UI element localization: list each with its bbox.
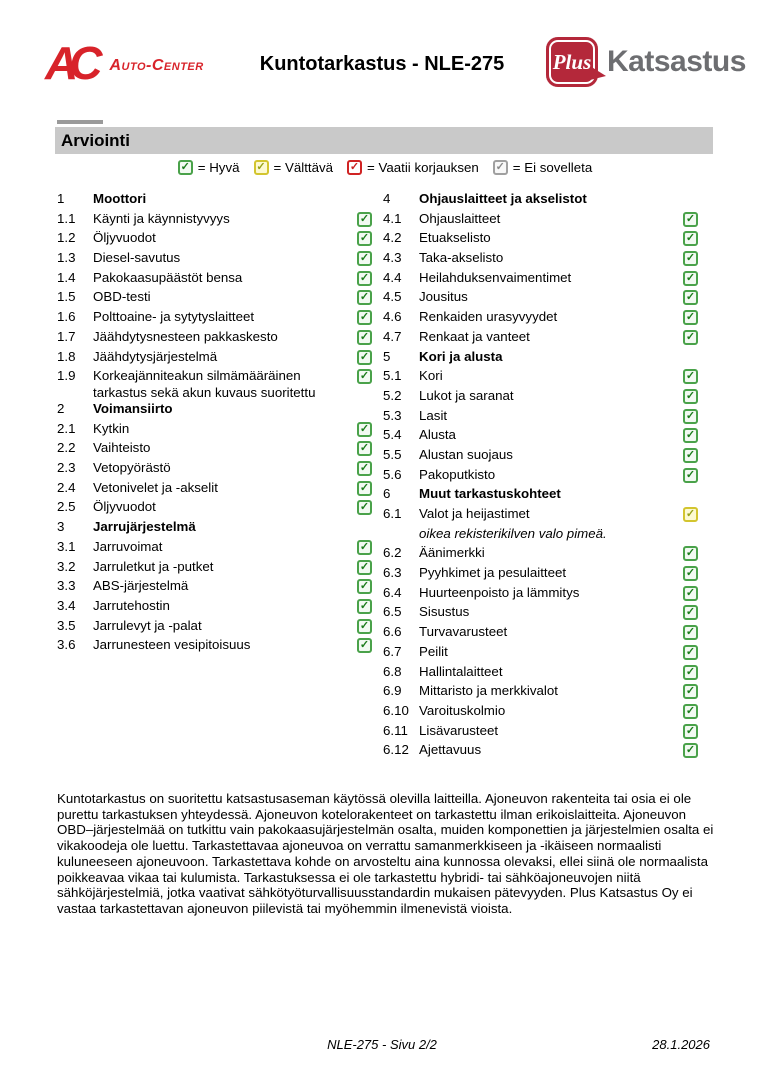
item-label: Moottori [93, 191, 147, 206]
item-label: Alusta [419, 427, 456, 443]
status-good-check-icon: ✓ [683, 468, 698, 483]
item-label: OBD-testi [93, 289, 151, 305]
item-number: 1.5 [57, 289, 76, 305]
item-number: 2.5 [57, 499, 76, 515]
item-number: 6.12 [383, 742, 409, 758]
item-number: 1.4 [57, 269, 76, 285]
item-number: 5.3 [383, 407, 402, 423]
item-number: 2.2 [57, 440, 76, 456]
item-number: 5.5 [383, 446, 402, 462]
item-label: Jousitus [419, 289, 468, 305]
item-label: Etuakselisto [419, 230, 491, 246]
status-good-check-icon: ✓ [683, 369, 698, 384]
legend-item-fair [254, 160, 334, 175]
item-number: 3.5 [57, 617, 76, 633]
section-divider-notch [57, 120, 103, 124]
checklist-row [57, 211, 372, 231]
auto-center-logo-text: Auto-Center [109, 57, 204, 74]
item-number: 6.7 [383, 643, 402, 659]
checklist-row [383, 427, 698, 447]
checklist-row [57, 480, 372, 500]
status-good-check-icon: ✓ [683, 251, 698, 266]
checklist-row [57, 578, 372, 598]
status-fair-check-icon: ✓ [254, 160, 269, 175]
item-label: Muut tarkastuskohteet [419, 486, 561, 502]
status-good-check-icon: ✓ [683, 231, 698, 246]
disclaimer-text: Kuntotarkastus on suoritettu katsastusaseman käytössä olevilla laitteilla. Ajoneuvon rakenteita tai osia ei ole purettu tarkastuksen yhteydessä. Ajoneuvon kotelorakenteet on tarkastettu ilman erikoislaitteita. Ajoneuvon OBD–järjestelmää on tutkittu vain pakokaasujärjestelmän osalta, muiden komponettien ja järjestelmien osalta ei vikakoodeja ole luettu. Tarkastettavaa ajoneuvoa on verrattu samanmerkkiseen ja -ikäiseen normaalisti kuluneeseen ajoneuvoon. Tarkastettava kohde on arvosteltu aina kunnossa olevaksi, ellei siinä ole normaalista poikkeavaa vikaa tai kulumista. Tarkastuksessa ei ole tarkastettu hybridi- tai sähköajoneuvojen niitä sähköjärjestelmiä, jotka vaativat sähkötyöturvallisuusstandardin mukaisen pätevyyden. Plus Katsastus Oy ei vastaa tarkastettavan ajoneuvon piilevistä tai myöhemmin ilmenevistä vioista. [57, 791, 714, 916]
item-label: Huurteenpoisto ja lämmitys [419, 584, 580, 600]
item-number: 5.2 [383, 387, 402, 403]
status-fair-check-icon: ✓ [683, 507, 698, 522]
item-label: Ohjauslaitteet [419, 210, 501, 226]
item-label: Korkeajänniteakun silmämääräinen tarkastus sekä akun kuvaus suoritettu [93, 368, 316, 400]
status-good-check-icon: ✓ [357, 422, 372, 437]
item-label: Öljyvuodot [93, 499, 156, 515]
section-title: Arviointi [61, 130, 130, 150]
checklist-row [57, 440, 372, 460]
footer-date: 28.1.2026 [652, 1037, 710, 1052]
item-label: Alustan suojaus [419, 446, 513, 462]
item-number: 4.1 [383, 210, 402, 226]
item-number: 4.6 [383, 309, 402, 325]
item-label: Jäähdytysjärjestelmä [93, 348, 218, 364]
item-label: Lukot ja saranat [419, 387, 514, 403]
checklist-row [383, 585, 698, 605]
item-number: 3.6 [57, 637, 76, 653]
legend-label: = Hyvä [197, 160, 240, 175]
status-good-check-icon: ✓ [357, 540, 372, 555]
item-number: 6.3 [383, 565, 402, 581]
status-good-check-icon: ✓ [357, 481, 372, 496]
status-good-check-icon: ✓ [683, 566, 698, 581]
item-number: 2.3 [57, 460, 76, 476]
item-number: 6.1 [383, 506, 402, 521]
checklist-row [57, 368, 372, 401]
section-header-row [383, 191, 698, 211]
status-na-check-icon: ✓ [493, 160, 508, 175]
item-label: Jarrunesteen vesipitoisuus [93, 637, 251, 653]
item-label: Heilahduksenvaimentimet [419, 269, 572, 285]
status-good-check-icon: ✓ [683, 704, 698, 719]
plus-katsastus-logo [546, 37, 746, 87]
checklist-row [383, 683, 698, 703]
item-label: Vetopyörästö [93, 460, 171, 476]
status-good-check-icon: ✓ [357, 290, 372, 305]
item-number: 4.7 [383, 328, 402, 344]
checklist-row [383, 506, 698, 526]
section-header-row [57, 191, 372, 211]
checklist-row [383, 270, 698, 290]
item-label: Hallintalaitteet [419, 663, 503, 679]
legend-item-repair [347, 160, 479, 175]
section-header-row [57, 401, 372, 421]
legend-item-good [178, 160, 240, 175]
checklist-row [57, 270, 372, 290]
item-number: 3.4 [57, 597, 76, 613]
katsastus-logo-text: Katsastus [607, 45, 746, 78]
item-number: 1.3 [57, 250, 76, 266]
item-number: 6.4 [383, 584, 402, 600]
item-label: Kytkin [93, 420, 130, 436]
status-good-check-icon: ✓ [357, 350, 372, 365]
legend-label: = Vaatii korjauksen [367, 160, 479, 175]
item-label: oikea rekisterikilven valo pimeä. [419, 525, 607, 541]
checklist-row [383, 211, 698, 231]
item-label: Sisustus [419, 604, 470, 620]
item-label: Öljyvuodot [93, 230, 156, 246]
checklist-row [57, 499, 372, 519]
item-label: ABS-järjestelmä [93, 578, 189, 594]
status-good-check-icon: ✓ [357, 369, 372, 384]
checklist-row [383, 545, 698, 565]
item-number: 4.4 [383, 269, 402, 285]
auto-center-monogram-icon: AC [45, 37, 94, 89]
item-label: Renkaiden urasyvyydet [419, 309, 558, 325]
status-good-check-icon: ✓ [357, 212, 372, 227]
item-number: 1 [57, 191, 65, 206]
item-number: 5 [383, 348, 391, 364]
item-number: 4.5 [383, 289, 402, 305]
item-number: 4 [383, 191, 391, 206]
item-label: Jarrujärjestelmä [93, 519, 196, 535]
status-good-check-icon: ✓ [683, 290, 698, 305]
status-good-check-icon: ✓ [683, 428, 698, 443]
status-good-check-icon: ✓ [683, 684, 698, 699]
item-label: Peilit [419, 643, 448, 659]
checklist-row [383, 408, 698, 428]
item-number: 4.2 [383, 230, 402, 246]
item-label: Jarruletkut ja -putket [93, 558, 214, 574]
plus-badge-text: Plus [552, 49, 592, 74]
item-label: Vetonivelet ja -akselit [93, 479, 218, 495]
section-header-row [57, 519, 372, 539]
item-label: Ajettavuus [419, 742, 482, 758]
item-number: 6.9 [383, 683, 402, 699]
item-number: 6.2 [383, 545, 402, 561]
status-good-check-icon: ✓ [683, 665, 698, 680]
status-good-check-icon: ✓ [683, 625, 698, 640]
item-number: 2.4 [57, 479, 76, 495]
checklist-row [383, 604, 698, 624]
item-number: 2.1 [57, 420, 76, 436]
checklist-row [383, 230, 698, 250]
checklist-row [57, 618, 372, 638]
status-good-check-icon: ✓ [357, 579, 372, 594]
checklist-row [383, 565, 698, 585]
item-label: Polttoaine- ja sytytyslaitteet [93, 309, 255, 325]
item-number: 6.5 [383, 604, 402, 620]
item-label: Jäähdytysnesteen pakkaskesto [93, 328, 278, 344]
item-number: 2 [57, 401, 65, 416]
status-good-check-icon: ✓ [357, 310, 372, 325]
checklist-row [383, 664, 698, 684]
status-good-check-icon: ✓ [683, 389, 698, 404]
item-label: Turvavarusteet [419, 624, 508, 640]
status-good-check-icon: ✓ [357, 560, 372, 575]
status-good-check-icon: ✓ [357, 500, 372, 515]
status-repair-check-icon: ✓ [347, 160, 362, 175]
checklist-column-1 [383, 191, 698, 762]
checklist-row [383, 388, 698, 408]
item-number: 1.2 [57, 230, 76, 246]
item-label: Käynti ja käynnistyvyys [93, 210, 230, 226]
item-label: Taka-akselisto [419, 250, 504, 266]
status-good-check-icon: ✓ [357, 271, 372, 286]
checklist-row [57, 559, 372, 579]
status-good-check-icon: ✓ [178, 160, 193, 175]
item-label: Pakokaasupäästöt bensa [93, 269, 243, 285]
status-good-check-icon: ✓ [683, 605, 698, 620]
item-label: Lasit [419, 407, 448, 423]
checklist-row [383, 624, 698, 644]
checklist-row [383, 368, 698, 388]
item-note-row [383, 526, 698, 546]
item-number: 5.6 [383, 466, 402, 482]
checklist-column-0 [57, 191, 372, 657]
checklist-row [57, 637, 372, 657]
item-label: Renkaat ja vanteet [419, 328, 530, 344]
item-number: 5.1 [383, 368, 402, 384]
item-number: 1.1 [57, 210, 76, 226]
status-good-check-icon: ✓ [683, 586, 698, 601]
item-label: Varoituskolmio [419, 702, 506, 718]
status-good-check-icon: ✓ [357, 619, 372, 634]
item-label: Kori ja alusta [419, 348, 503, 364]
item-number: 6.8 [383, 663, 402, 679]
status-good-check-icon: ✓ [683, 330, 698, 345]
plus-badge-tail-icon [590, 66, 606, 80]
status-good-check-icon: ✓ [683, 212, 698, 227]
item-label: Kori [419, 368, 443, 384]
item-number: 3.1 [57, 538, 76, 554]
checklist-row [383, 742, 698, 762]
section-header-row [383, 349, 698, 369]
plus-badge-icon [546, 37, 598, 87]
checklist-row [57, 250, 372, 270]
section-header-bar [55, 127, 713, 154]
item-label: Ohjauslaitteet ja akselistot [419, 191, 587, 206]
item-number: 3.3 [57, 578, 76, 594]
item-label: Valot ja heijastimet [419, 506, 530, 521]
checklist-row [57, 349, 372, 369]
legend-label: = Ei sovelleta [512, 160, 593, 175]
legend-label: = Välttävä [273, 160, 334, 175]
status-good-check-icon: ✓ [357, 251, 372, 266]
item-label: Diesel-savutus [93, 250, 181, 266]
item-label: Lisävarusteet [419, 722, 499, 738]
status-good-check-icon: ✓ [357, 231, 372, 246]
item-number: 1.6 [57, 309, 76, 325]
checklist-row [383, 467, 698, 487]
item-number: 1.7 [57, 328, 76, 344]
status-good-check-icon: ✓ [683, 448, 698, 463]
status-good-check-icon: ✓ [683, 310, 698, 325]
checklist-row [57, 230, 372, 250]
item-number: 6.6 [383, 624, 402, 640]
status-good-check-icon: ✓ [357, 638, 372, 653]
item-label: Jarrutehostin [93, 597, 170, 613]
item-number: 1.8 [57, 348, 76, 364]
checklist-row [57, 289, 372, 309]
checklist-row [383, 309, 698, 329]
item-label: Vaihteisto [93, 440, 151, 456]
status-good-check-icon: ✓ [683, 645, 698, 660]
item-label: Äänimerkki [419, 545, 485, 561]
status-good-check-icon: ✓ [683, 743, 698, 758]
footer-page-label: NLE-275 - Sivu 2/2 [327, 1037, 437, 1052]
status-good-check-icon: ✓ [357, 330, 372, 345]
checklist-row [57, 421, 372, 441]
checklist-row [383, 723, 698, 743]
item-number: 3 [57, 519, 65, 535]
status-good-check-icon: ✓ [683, 724, 698, 739]
status-good-check-icon: ✓ [683, 546, 698, 561]
item-number: 5.4 [383, 427, 402, 443]
item-number: 6.11 [383, 722, 408, 738]
item-number: 6 [383, 486, 391, 502]
page-title: Kuntotarkastus - NLE-275 [259, 53, 505, 75]
item-label: Pakoputkisto [419, 466, 496, 482]
checklist-row [383, 250, 698, 270]
item-number: 4.3 [383, 250, 402, 266]
checklist-row [383, 329, 698, 349]
item-label: Pyyhkimet ja pesulaitteet [419, 565, 567, 581]
item-number: 6.10 [383, 702, 409, 718]
checklist-row [57, 329, 372, 349]
item-label: Jarrulevyt ja -palat [93, 617, 202, 633]
status-good-check-icon: ✓ [357, 441, 372, 456]
item-number: 3.2 [57, 558, 76, 574]
item-label: Voimansiirto [93, 401, 173, 416]
checklist-row [383, 703, 698, 723]
checklist-row [57, 539, 372, 559]
checklist-row [57, 598, 372, 618]
status-good-check-icon: ✓ [683, 409, 698, 424]
checklist-row [383, 447, 698, 467]
item-label: Mittaristo ja merkkivalot [419, 683, 558, 699]
item-label: Jarruvoimat [93, 538, 163, 554]
item-number: 1.9 [57, 368, 76, 384]
legend-item-na [493, 160, 592, 175]
section-header-row [383, 486, 698, 506]
checklist-row [57, 460, 372, 480]
status-good-check-icon: ✓ [683, 271, 698, 286]
checklist-row [57, 309, 372, 329]
legend [57, 160, 713, 175]
checklist-row [383, 644, 698, 664]
checklist-row [383, 289, 698, 309]
status-good-check-icon: ✓ [357, 599, 372, 614]
status-good-check-icon: ✓ [357, 461, 372, 476]
